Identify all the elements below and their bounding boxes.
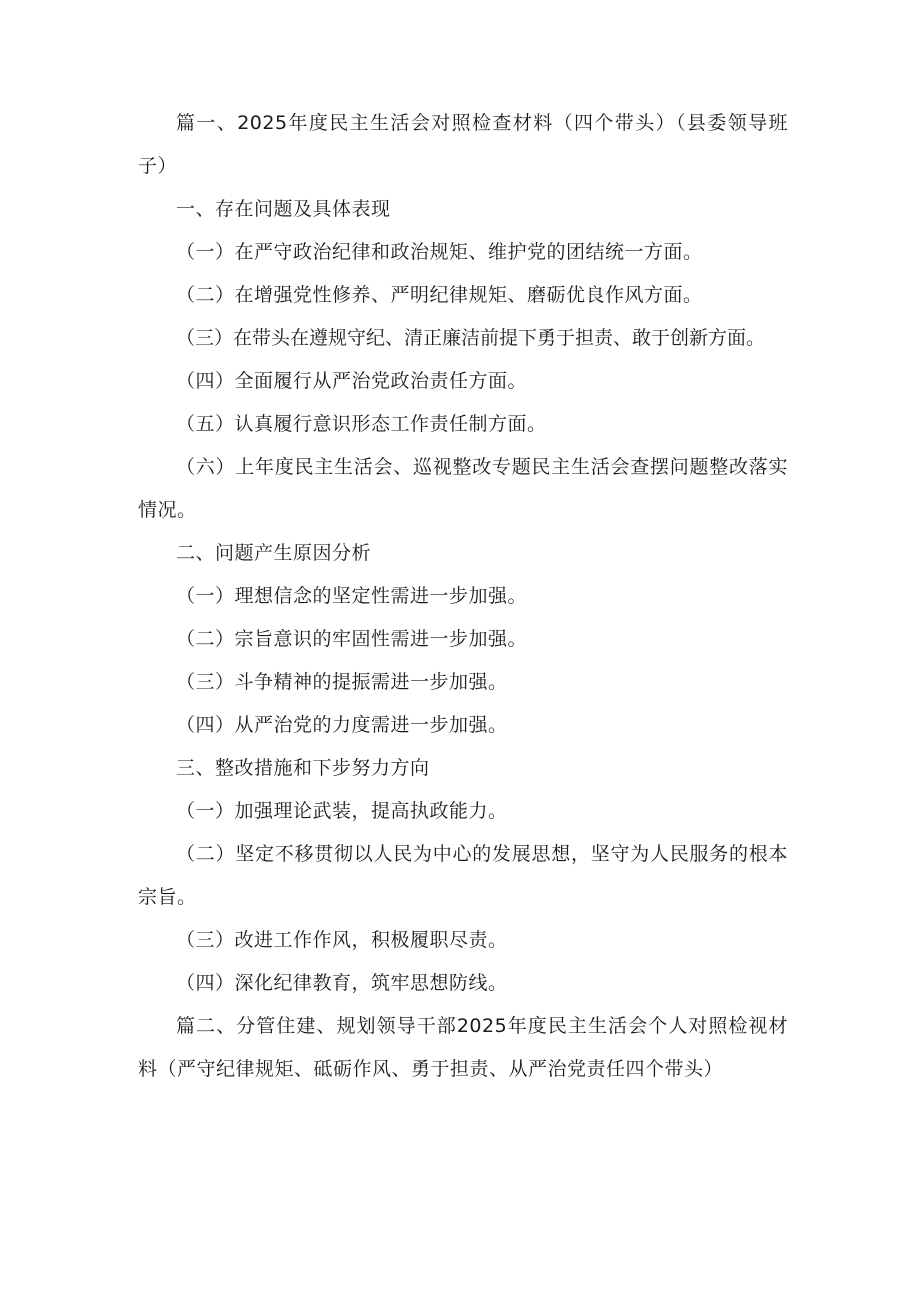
section-1-item-1: （一）在严守政治纪律和政治规矩、维护党的团结统一方面。 [176, 241, 703, 263]
section-3-item-2: （二）坚定不移贯彻以人民为中心的发展思想，坚守为人民服务的根本宗旨。 [138, 843, 788, 908]
section-1-item-2: （二）在增强党性修养、严明纪律规矩、磨砺优良作风方面。 [176, 284, 703, 306]
section-3-item-3: （三）改进工作作风，积极履职尽责。 [176, 929, 508, 951]
article-2-title: 篇二、分管住建、规划领导干部2025年度民主生活会个人对照检视材料（严守纪律规矩、砥砺作风、勇于担责、从严治党责任四个带头） [138, 1015, 788, 1080]
section-3-item-4: （四）深化纪律教育，筑牢思想防线。 [176, 972, 508, 994]
document-body [138, 102, 788, 1091]
section-1-item-4: （四）全面履行从严治党政治责任方面。 [176, 370, 528, 392]
section-2-heading: 二、问题产生原因分析 [176, 542, 372, 564]
section-2-item-2: （二）宗旨意识的牢固性需进一步加强。 [176, 628, 528, 650]
section-2-item-4: （四）从严治党的力度需进一步加强。 [176, 714, 508, 736]
section-1-item-3: （三）在带头在遵规守纪、清正廉洁前提下勇于担责、敢于创新方面。 [176, 327, 766, 349]
section-1-heading: 一、存在问题及具体表现 [176, 198, 391, 220]
section-2-item-3: （三）斗争精神的提振需进一步加强。 [176, 671, 508, 693]
section-1-item-6: （六）上年度民主生活会、巡视整改专题民主生活会查摆问题整改落实情况。 [138, 456, 788, 521]
section-1-item-5: （五）认真履行意识形态工作责任制方面。 [176, 413, 547, 435]
section-3-item-1: （一）加强理论武装，提高执政能力。 [176, 800, 508, 822]
section-3-heading: 三、整改措施和下步努力方向 [176, 757, 430, 779]
section-2-item-1: （一）理想信念的坚定性需进一步加强。 [176, 585, 528, 607]
article-1-title: 篇一、2025年度民主生活会对照检查材料（四个带头）（县委领导班子） [138, 112, 788, 177]
